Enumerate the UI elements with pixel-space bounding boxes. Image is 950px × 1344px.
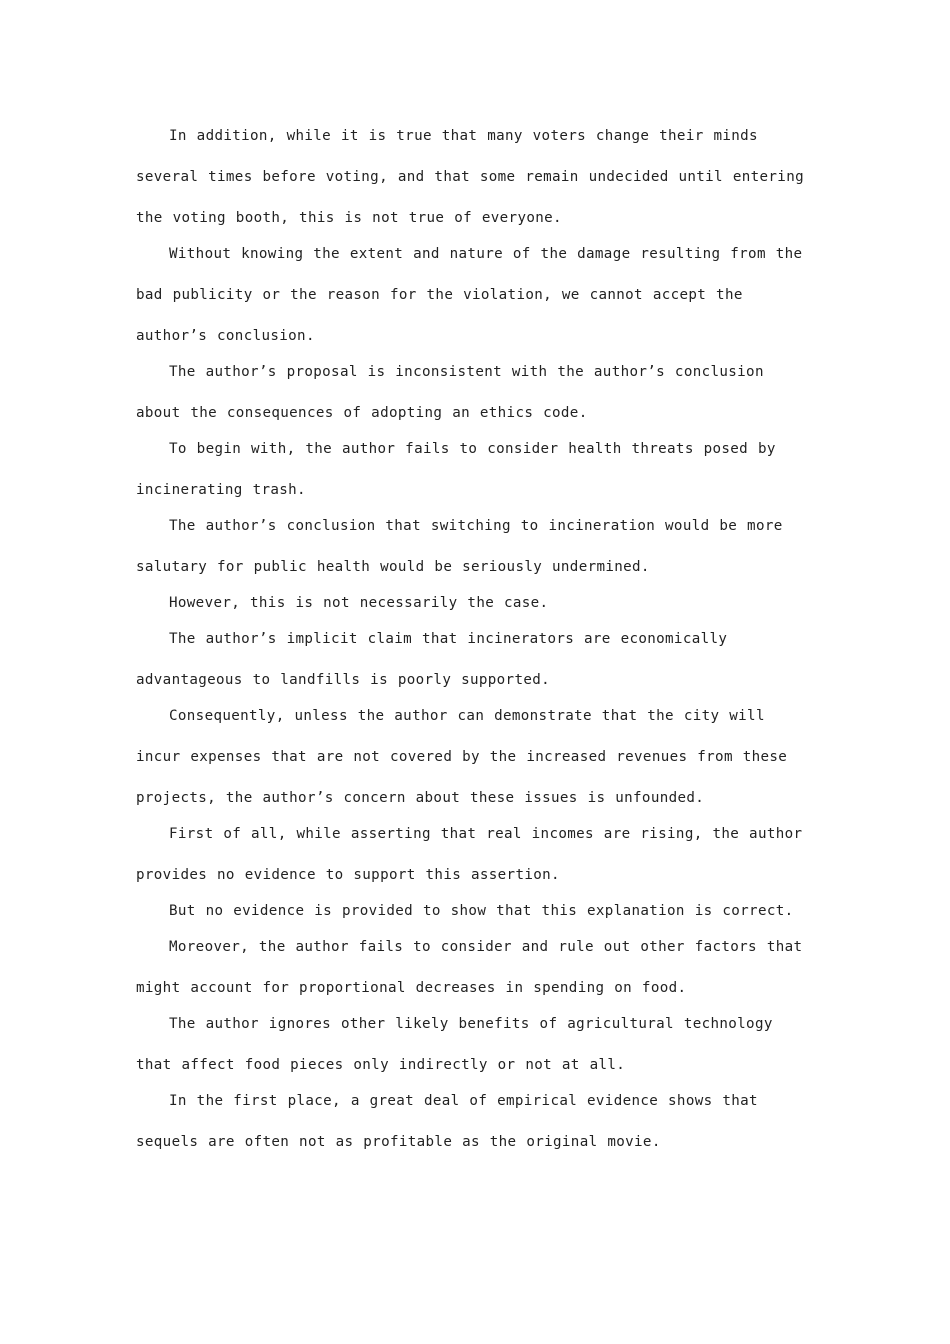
paragraph: Moreover, the author fails to consider and rule out other factors that might account for proportional decreases in spending on food. xyxy=(136,939,803,996)
paragraph: Without knowing the extent and nature of the damage resulting from the bad publicity or the reason for the violation, we cannot accept the author’s conclusion. xyxy=(136,246,803,344)
paragraph: In addition, while it is true that many voters change their minds several times before voting, and that some remain undecided until entering the voting booth, this is not true of everyone. xyxy=(136,128,804,226)
paragraph: But no evidence is provided to show that this explanation is correct. xyxy=(169,903,794,919)
paragraph: The author ignores other likely benefits of agricultural technology that affect food pieces only indirectly or not at all. xyxy=(136,1016,773,1073)
paragraph: The author’s proposal is inconsistent with the author’s conclusion about the consequences of adopting an ethics code. xyxy=(136,364,764,421)
paragraph: To begin with, the author fails to consider health threats posed by incinerating trash. xyxy=(136,441,776,498)
paragraph: The author’s implicit claim that incinerators are economically advantageous to landfills is poorly supported. xyxy=(136,631,728,688)
paragraph: However, this is not necessarily the case. xyxy=(169,595,549,611)
document-body xyxy=(136,116,816,1163)
paragraph: In the first place, a great deal of empirical evidence shows that sequels are often not as profitable as the original movie. xyxy=(136,1093,758,1150)
paragraph: First of all, while asserting that real incomes are rising, the author provides no evidence to support this assertion. xyxy=(136,826,803,883)
paragraph: Consequently, unless the author can demonstrate that the city will incur expenses that are not covered by the increased revenues from these projects, the author’s concern about these issues is unfounded. xyxy=(136,708,788,806)
paragraph: The author’s conclusion that switching to incineration would be more salutary for public health would be seriously undermined. xyxy=(136,518,783,575)
